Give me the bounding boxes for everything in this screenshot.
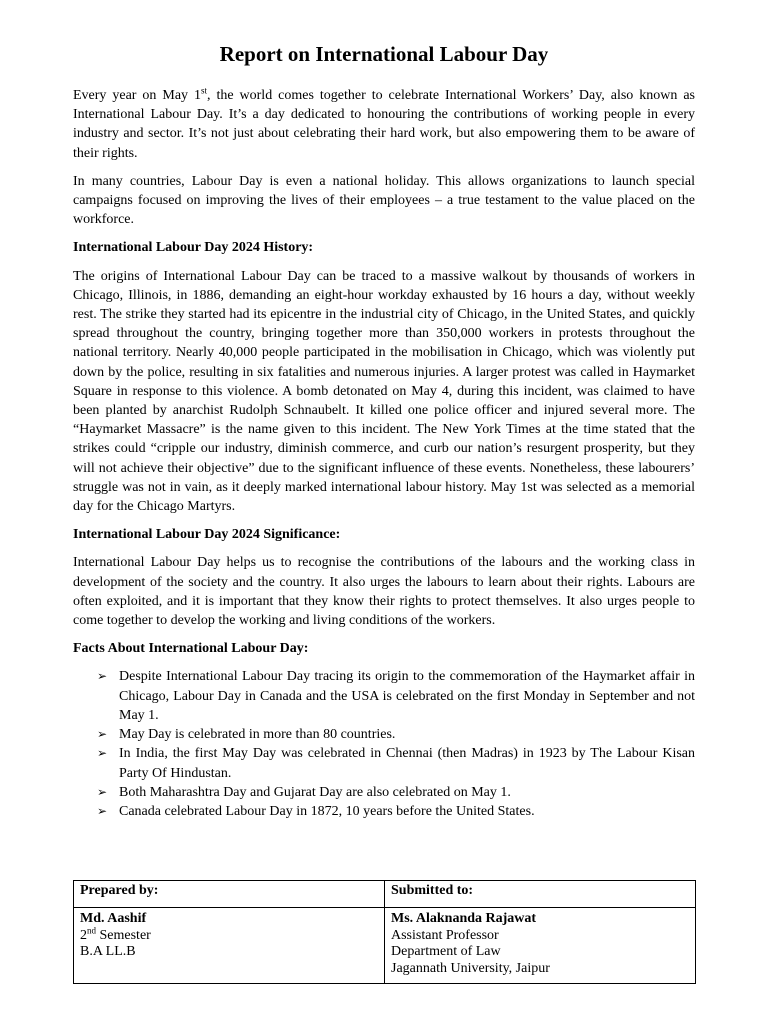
preparer-course: B.A LL.B — [80, 944, 136, 959]
submitted-to-cell — [385, 908, 696, 984]
facts-heading: Facts About International Labour Day: — [73, 641, 309, 657]
signature-body-row — [74, 908, 696, 984]
arrow-bullet-icon: ➢ — [97, 784, 108, 799]
arrow-bullet-icon: ➢ — [97, 803, 108, 818]
prepared-by-label: Prepared by: — [74, 881, 385, 908]
facts-list — [73, 667, 695, 821]
signature-table — [73, 880, 696, 984]
arrow-bullet-icon: ➢ — [97, 746, 108, 761]
significance-heading: International Labour Day 2024 Significance: — [73, 527, 341, 543]
significance-paragraph: International Labour Day helps us to recognise the contributions of the labours and the working class in development of the society and the country. It also urges the labours to learn about their rights. Labours are often exploited, and it is important that they know their rights to protect themselves. It also urges people to come together to develop the working and living conditions of the workers. — [73, 555, 695, 629]
submitted-to-label: Submitted to: — [385, 881, 696, 908]
intro-paragraph-2: In many countries, Labour Day is even a national holiday. This allows organizations to launch special campaigns focused on improving the lives of their employees – a true testament to the value placed on the workforce. — [73, 173, 695, 228]
arrow-bullet-icon: ➢ — [97, 669, 108, 684]
list-item: ➢ Both Maharashtra Day and Gujarat Day are also celebrated on May 1. — [73, 783, 695, 802]
history-paragraph: The origins of International Labour Day can be traced to a massive walkout by thousands of workers in Chicago, Illinois, in 1886, demanding an eight-hour workday exhausted by 16 hours a day, without weekly rest. The strike they started had its epicentre in the industrial city of Chicago, in the United States, and quickly spread throughout the country, bringing together more than 350,000 workers in protests throughout the national territory. Nearly 40,000 people participated in the mobilisation in Chicago, which was violently put down by the police, resulting in six fatalities and numerous injuries. A larger protest was called in Haymarket Square in response to this violence. A bomb detonated on May 4, during this incident, was claimed to have been planted by anarchist Rudolph Schnaubelt. It killed one police officer and injured several more. The “Haymarket Massacre” is the name given to this incident. The New York Times at the time stated that the strikes could “cripple our industry, diminish commerce, and curb our nation’s resurgent prosperity, but they will not achieve their objective” due to the significant influence of these events. Nonetheless, these labourers’ struggle was not in vain, as it deeply marked international labour history. May 1st was selected as a memorial day for the Chicago Martyrs. — [73, 268, 695, 515]
preparer-name: Md. Aashif — [80, 911, 147, 926]
supervisor-title: Assistant Professor — [391, 927, 499, 943]
intro-paragraph-1 — [73, 86, 695, 163]
intro-superscript: st — [201, 85, 208, 96]
history-heading: International Labour Day 2024 History: — [73, 240, 314, 256]
list-item: ➢ May Day is celebrated in more than 80 countries. — [73, 725, 695, 744]
list-item: ➢ Despite International Labour Day tracing its origin to the commemoration of the Haymarket affair in Chicago, Labour Day in Canada and the USA is celebrated on the first Monday in September and not May 1. — [97, 669, 695, 723]
signature-header-row — [74, 881, 696, 908]
arrow-bullet-icon: ➢ — [97, 727, 108, 742]
prepared-by-cell — [74, 908, 385, 984]
list-item: ➢ In India, the first May Day was celebrated in Chennai (then Madras) in 1923 by The Labour Kisan Party Of Hindustan. — [97, 746, 695, 781]
preparer-semester: 2nd Semester — [80, 924, 151, 943]
intro-text-a: Every year on May 1 — [73, 88, 201, 103]
page-title: Report on International Labour Day — [219, 42, 549, 66]
supervisor-university: Jagannath University, Jaipur — [391, 960, 550, 976]
intro-text-b: , the world comes together to celebrate International Workers’ Day, also known as International Labour Day. It’s a day dedicated to honouring the contributions of working people in every industry and sector. It’s not just about celebrating their hard work, but also empowering them to be aware of their rights. — [73, 88, 695, 161]
list-item: ➢ Canada celebrated Labour Day in 1872, 10 years before the United States. — [73, 802, 695, 821]
supervisor-name: Ms. Alaknanda Rajawat — [391, 911, 537, 926]
supervisor-department: Department of Law — [391, 944, 501, 959]
